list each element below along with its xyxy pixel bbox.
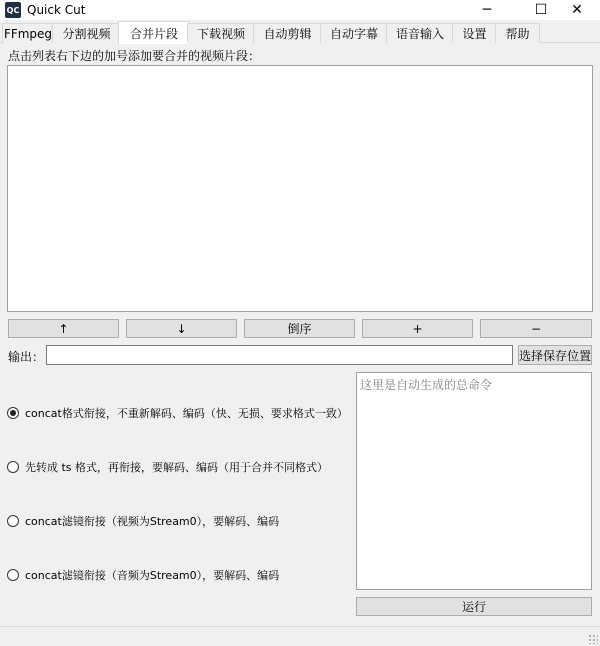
tab-merge-clips[interactable]: 合并片段 xyxy=(118,21,190,44)
app-logo-icon: QC xyxy=(5,2,21,18)
merge-option-concat-filter-video[interactable] xyxy=(7,513,279,529)
tab-bar xyxy=(0,21,600,43)
tab-settings[interactable]: 设置 xyxy=(452,23,497,43)
output-path-input[interactable] xyxy=(46,345,513,365)
merge-option-concat-demuxer[interactable] xyxy=(7,405,348,421)
title-bar xyxy=(0,0,600,20)
maximize-button[interactable]: ☐ xyxy=(534,2,548,18)
run-button[interactable]: 运行 xyxy=(356,597,592,616)
choose-save-location-button[interactable]: 选择保存位置 xyxy=(518,345,592,365)
radio-unchecked-icon[interactable] xyxy=(7,569,19,581)
tab-download-video[interactable]: 下载视频 xyxy=(187,23,255,43)
minimize-button[interactable]: ─ xyxy=(482,2,492,18)
close-button[interactable]: ✕ xyxy=(571,2,583,18)
option-label: concat滤镜衔接（音频为Stream0），要解码、编码 xyxy=(25,569,280,582)
status-bar xyxy=(0,626,600,646)
window-title: Quick Cut xyxy=(27,3,86,17)
merge-option-concat-filter-audio[interactable] xyxy=(7,567,279,583)
tab-split-video[interactable]: 分割视频 xyxy=(52,23,121,43)
option-label: concat滤镜衔接（视频为Stream0），要解码、编码 xyxy=(25,515,280,528)
tab-help[interactable]: 帮助 xyxy=(495,23,540,43)
radio-unchecked-icon[interactable] xyxy=(7,515,19,527)
move-down-button[interactable]: ↓ xyxy=(126,319,237,338)
radio-unchecked-icon[interactable] xyxy=(7,461,19,473)
command-textarea[interactable] xyxy=(356,372,592,590)
add-clip-button[interactable]: + xyxy=(362,319,473,338)
tab-auto-edit[interactable]: 自动剪辑 xyxy=(253,23,322,43)
command-placeholder: 这里是自动生成的总命令 xyxy=(360,378,493,392)
radio-checked-icon[interactable] xyxy=(7,407,19,419)
output-label: 输出： xyxy=(8,350,45,364)
option-label: concat格式衔接，不重新解码、编码（快、无损、要求格式一致） xyxy=(25,407,348,420)
tab-ffmpeg[interactable]: FFmpeg xyxy=(2,23,54,43)
tab-voice-input[interactable]: 语音输入 xyxy=(386,23,454,43)
clip-list[interactable] xyxy=(7,65,593,312)
resize-grip-icon[interactable] xyxy=(588,634,598,644)
remove-clip-button[interactable]: − xyxy=(480,319,592,338)
instruction-label: 点击列表右下边的加号添加要合并的视频片段： xyxy=(8,49,261,63)
reverse-order-button[interactable]: 倒序 xyxy=(244,319,355,338)
option-label: 先转成 ts 格式，再衔接，要解码、编码（用于合并不同格式） xyxy=(25,461,329,474)
merge-option-ts-convert[interactable] xyxy=(7,459,328,475)
tab-auto-subtitle[interactable]: 自动字幕 xyxy=(320,23,388,43)
move-up-button[interactable]: ↑ xyxy=(8,319,119,338)
